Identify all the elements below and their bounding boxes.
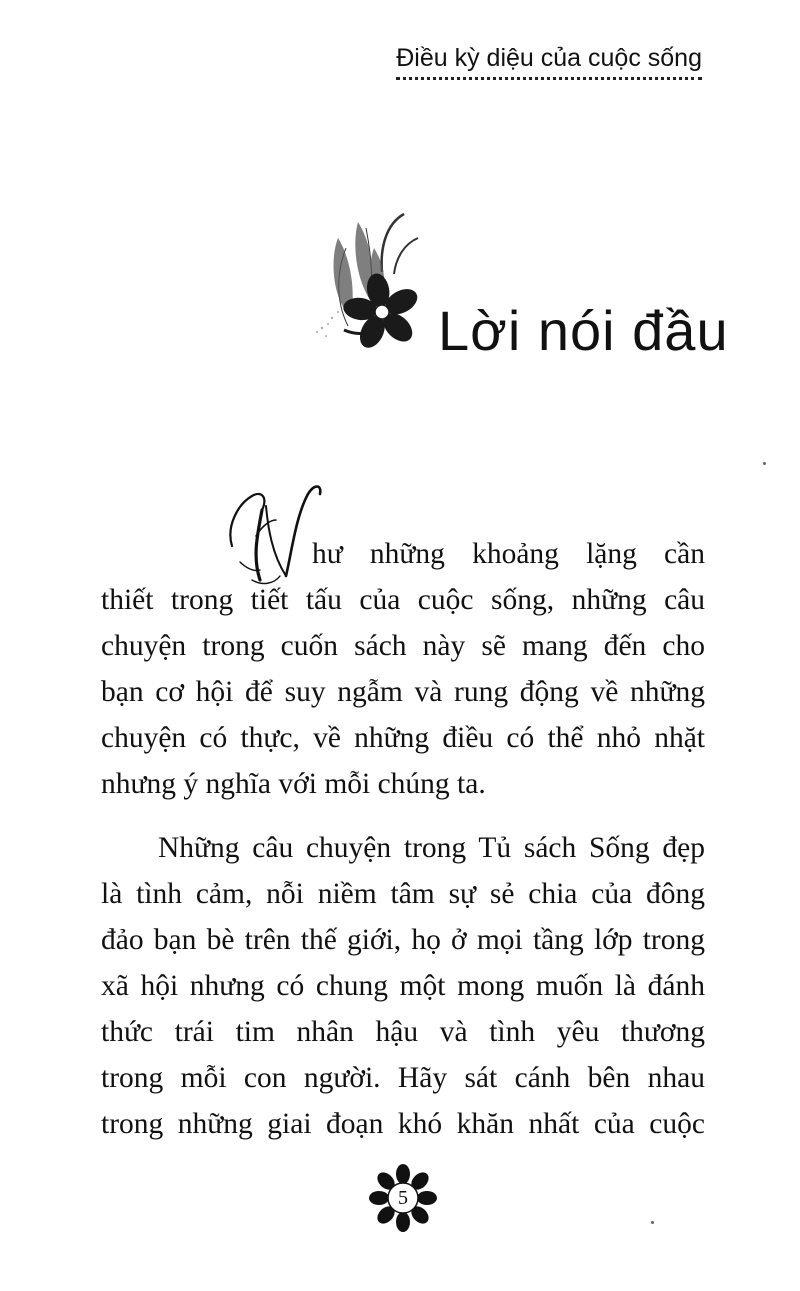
text-line: trong những giai đoạn khó khăn nhất của cuộc bbox=[101, 1108, 705, 1140]
chapter-title: Lời nói đầu bbox=[438, 299, 729, 362]
text-line: nhưng ý nghĩa với mỗi chúng ta. bbox=[101, 768, 486, 800]
running-header: Điều kỳ diệu của cuộc sống bbox=[396, 44, 702, 80]
text-line: bạn cơ hội để suy ngẫm và rung động về những bbox=[101, 676, 705, 708]
intro-paragraph-1 bbox=[101, 531, 705, 807]
text-line: là tình cảm, nỗi niềm tâm sự sẻ chia của đông bbox=[101, 878, 705, 910]
text-line: thức trái tim nhân hậu và tình yêu thương bbox=[101, 1016, 705, 1048]
page-number: 5 bbox=[398, 1187, 408, 1209]
text-line: Những câu chuyện trong Tủ sách Sống đẹp bbox=[158, 832, 705, 864]
page-number-badge bbox=[367, 1162, 439, 1234]
print-speck bbox=[651, 1221, 654, 1224]
text-line: đảo bạn bè trên thế giới, họ ở mọi tầng lớp trong bbox=[101, 924, 705, 956]
text-line: thiết trong tiết tấu của cuộc sống, những câu bbox=[101, 584, 705, 616]
text-line: hư những khoảng lặng cần bbox=[312, 538, 705, 570]
print-speck bbox=[763, 462, 766, 465]
text-line: trong mỗi con người. Hãy sát cánh bên nhau bbox=[101, 1062, 705, 1094]
text-line: xã hội nhưng có chung một mong muốn là đánh bbox=[101, 970, 705, 1002]
intro-paragraph-2 bbox=[101, 825, 705, 1147]
text-line: chuyện trong cuốn sách này sẽ mang đến cho bbox=[101, 630, 705, 662]
flower-leaf-icon bbox=[308, 208, 440, 358]
text-line: chuyện có thực, về những điều có thể nhỏ nhặt bbox=[101, 722, 705, 754]
